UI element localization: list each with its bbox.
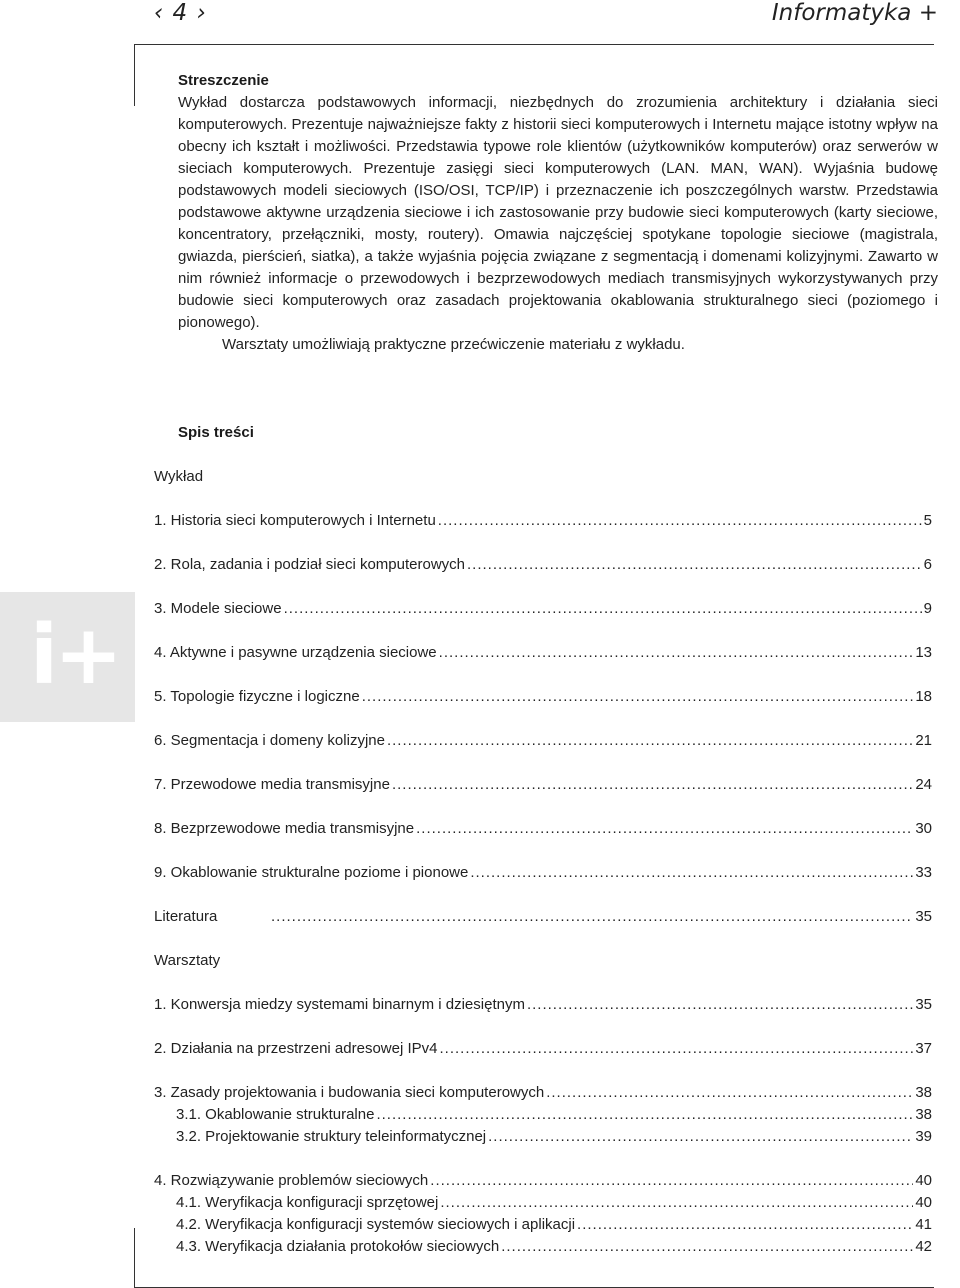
toc-entry-label: 9. Okablowanie strukturalne poziome i pionowe bbox=[154, 864, 469, 881]
toc-entry-label: 4.1. Weryfikacja konfiguracji sprzętowej bbox=[176, 1194, 439, 1211]
toc-entry[interactable] bbox=[154, 732, 932, 749]
page-number: ‹ 4 › bbox=[154, 0, 207, 26]
toc-dot-leader bbox=[430, 1172, 913, 1189]
toc-entry[interactable] bbox=[154, 644, 932, 661]
toc-entry-page: 42 bbox=[915, 1238, 932, 1255]
toc-dot-leader bbox=[392, 776, 913, 793]
toc-entry-label: Literatura bbox=[154, 908, 218, 925]
toc-dot-leader bbox=[440, 1194, 913, 1211]
toc-entry-page: 9 bbox=[923, 600, 932, 617]
toc-entry[interactable] bbox=[154, 1172, 932, 1189]
toc-entry-label: 7. Przewodowe media transmisyjne bbox=[154, 776, 390, 793]
toc-subentry[interactable] bbox=[176, 1194, 932, 1211]
toc-entry-label: 1. Historia sieci komputerowych i Internetu bbox=[154, 512, 436, 529]
toc-entry[interactable] bbox=[154, 864, 932, 881]
logo-text: i+ bbox=[30, 608, 119, 703]
toc-entry-page: 30 bbox=[915, 820, 932, 837]
toc-dot-leader bbox=[577, 1216, 913, 1233]
toc-section-lecture: Wykład bbox=[154, 468, 204, 485]
toc-entry-literature[interactable] bbox=[154, 908, 932, 925]
toc-subentry[interactable] bbox=[176, 1128, 932, 1145]
toc-entry-page: 35 bbox=[915, 996, 932, 1013]
toc-dot-leader bbox=[362, 688, 914, 705]
summary-title: Streszczenie bbox=[178, 72, 269, 89]
toc-dot-leader bbox=[439, 644, 914, 661]
toc-entry-label: 5. Topologie fizyczne i logiczne bbox=[154, 688, 360, 705]
toc-entry-page: 40 bbox=[915, 1194, 932, 1211]
frame-left-line-bottom bbox=[134, 1228, 135, 1288]
toc-entry-page: 38 bbox=[915, 1084, 932, 1101]
toc-entry-page: 35 bbox=[915, 908, 932, 925]
toc-subentry[interactable] bbox=[176, 1106, 932, 1123]
summary-paragraph-2: Warsztaty umożliwiają praktyczne przećwiczenie materiału z wykładu. bbox=[222, 336, 685, 353]
toc-entry[interactable] bbox=[154, 688, 932, 705]
toc-dot-leader bbox=[438, 512, 922, 529]
toc-entry[interactable] bbox=[154, 776, 932, 793]
toc-entry-label: 2. Działania na przestrzeni adresowej IPv4 bbox=[154, 1040, 438, 1057]
summary-section bbox=[178, 70, 938, 356]
toc-entry-page: 6 bbox=[923, 556, 932, 573]
toc-dot-leader bbox=[527, 996, 913, 1013]
toc-entry-label: 3.2. Projektowanie struktury teleinformatycznej bbox=[176, 1128, 487, 1145]
toc-entry-page: 38 bbox=[915, 1106, 932, 1123]
toc-entry[interactable] bbox=[154, 1084, 932, 1101]
toc-dot-leader bbox=[439, 1040, 913, 1057]
toc-entry-label: 8. Bezprzewodowe media transmisyjne bbox=[154, 820, 415, 837]
toc-entry-page: 39 bbox=[915, 1128, 932, 1145]
toc-section-workshops: Warsztaty bbox=[154, 952, 221, 969]
book-title: Informatyka + bbox=[771, 0, 938, 26]
summary-paragraph-1: Wykład dostarcza podstawowych informacji, niezbędnych do zrozumienia architektury i działania sieci komputerowych. Prezentuje najważniejsze fakty z historii sieci komputerowych i Internetu mające istotny wpływ na obecny ich kształt i możliwości. Przedstawia typowe role klientów (użytkowników komputerów) oraz serwerów w sieciach komputerowych. Prezentuje zasięgi sieci komputerowych (LAN. MAN, WAN). Wyjaśnia budowę podstawowych modeli sieciowych (ISO/OSI, TCP/IP) i przeznaczenie ich poszczególnych warstw. Przedstawia podstawowe aktywne urządzenia sieciowe i ich zastosowanie przy budowie sieci komputerowych (karty sieciowe, koncentratory, przełączniki, mosty, routery). Omawia najczęściej spotykane topologie sieciowe (magistrala, gwiazda, pierścień, siatka), a także wyjaśnia pojęcia związane z segmentacją i domenami kolizyjnymi. Zawarto w nim również informacje o przewodowych i bezprzewodowych mediach transmisyjnych wykorzystywanych przy budowie sieci komputerowych oraz zasadach projektowania okablowania strukturalnego sieci (poziomego i pionowego). bbox=[178, 94, 938, 331]
toc-entry-page: 21 bbox=[915, 732, 932, 749]
toc-entry[interactable] bbox=[154, 996, 932, 1013]
toc-dot-leader bbox=[271, 908, 913, 925]
toc-dot-leader bbox=[284, 600, 922, 617]
toc-entry-page: 33 bbox=[915, 864, 932, 881]
toc-entry-label: 4.3. Weryfikacja działania protokołów sieciowych bbox=[176, 1238, 500, 1255]
toc-dot-leader bbox=[546, 1084, 913, 1101]
toc-entry-label: 4. Rozwiązywanie problemów sieciowych bbox=[154, 1172, 429, 1189]
toc-entry-page: 24 bbox=[915, 776, 932, 793]
logo-block bbox=[0, 592, 135, 722]
toc-entry[interactable] bbox=[154, 1040, 932, 1057]
toc-entry[interactable] bbox=[154, 600, 932, 617]
toc-subentry[interactable] bbox=[176, 1238, 932, 1255]
toc-entry-label: 3. Zasady projektowania i budowania sieci komputerowych bbox=[154, 1084, 545, 1101]
toc-dot-leader bbox=[467, 556, 922, 573]
toc-entry-label: 4. Aktywne i pasywne urządzenia sieciowe bbox=[154, 644, 437, 661]
toc-entry-label: 6. Segmentacja i domeny kolizyjne bbox=[154, 732, 385, 749]
toc-entry-page: 5 bbox=[923, 512, 932, 529]
toc-entry-label: 3.1. Okablowanie strukturalne bbox=[176, 1106, 375, 1123]
toc-entry-label: 3. Modele sieciowe bbox=[154, 600, 282, 617]
toc-dot-leader bbox=[387, 732, 913, 749]
toc-title: Spis treści bbox=[178, 424, 254, 441]
toc-dot-leader bbox=[488, 1128, 913, 1145]
toc-entry-label: 1. Konwersja miedzy systemami binarnym i dziesiętnym bbox=[154, 996, 525, 1013]
toc-entry-label: 2. Rola, zadania i podział sieci komputerowych bbox=[154, 556, 465, 573]
toc-entry-page: 40 bbox=[915, 1172, 932, 1189]
toc-entry-page: 18 bbox=[915, 688, 932, 705]
toc-entry[interactable] bbox=[154, 512, 932, 529]
frame-left-line-top bbox=[134, 44, 135, 106]
toc-dot-leader bbox=[376, 1106, 913, 1123]
toc-dot-leader bbox=[416, 820, 913, 837]
toc-entry-page: 41 bbox=[915, 1216, 932, 1233]
toc-entry-page: 37 bbox=[915, 1040, 932, 1057]
frame-top-line bbox=[134, 44, 934, 45]
toc-entry-page: 13 bbox=[915, 644, 932, 661]
toc-entry-label: 4.2. Weryfikacja konfiguracji systemów sieciowych i aplikacji bbox=[176, 1216, 576, 1233]
toc-dot-leader bbox=[501, 1238, 913, 1255]
toc-dot-leader bbox=[470, 864, 913, 881]
toc-entry[interactable] bbox=[154, 556, 932, 573]
toc-entry[interactable] bbox=[154, 820, 932, 837]
toc-subentry[interactable] bbox=[176, 1216, 932, 1233]
